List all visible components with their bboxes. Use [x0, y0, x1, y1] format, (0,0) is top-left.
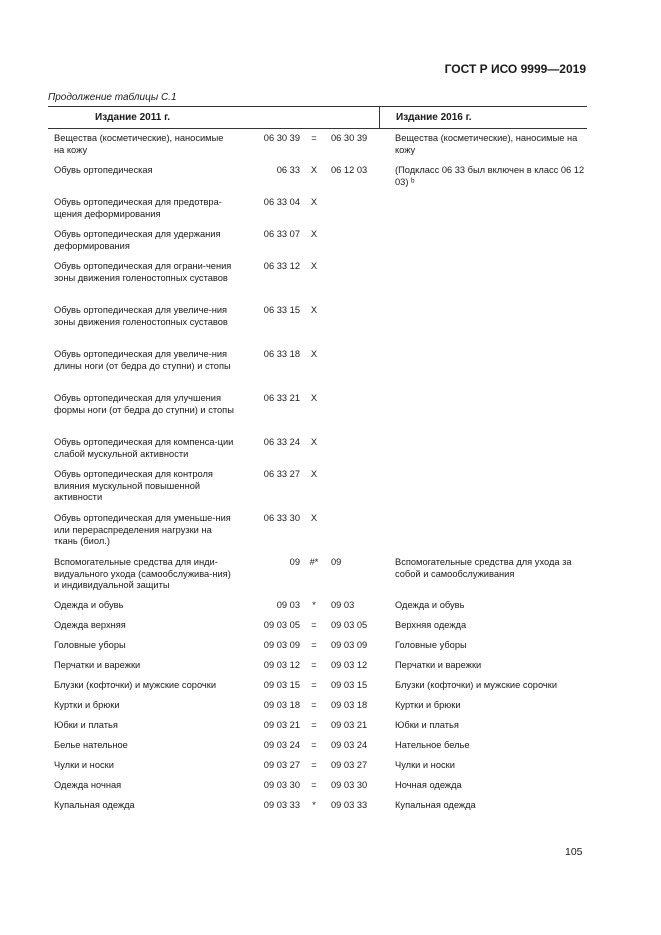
row-relation: #*: [309, 557, 319, 567]
row-name-2011: Вспомогательные средства для инди-видуального ухода (самообслужива-ния) и индивидуальной защиты: [54, 557, 231, 590]
row-name-2011: Чулки и носки: [54, 760, 114, 770]
row-name-2016: Одежда и обувь: [395, 600, 465, 610]
table-caption: Продолжение таблицы С.1: [48, 92, 177, 103]
row-code-2016: 09 03 33: [331, 800, 368, 810]
row-name-2011: Одежда верхняя: [54, 620, 126, 630]
row-code-2016: 09 03 12: [331, 660, 368, 670]
row-relation: =: [311, 760, 317, 770]
row-name-2011: Одежда ночная: [54, 780, 122, 790]
row-name-2016: Вспомогательные средства для ухода за собой и самообслуживания: [395, 557, 572, 579]
row-code-2011: 06 33 07: [263, 229, 300, 239]
row-name-2016: Головные уборы: [395, 640, 467, 650]
row-name-2011: Обувь ортопедическая для уменьше-ния или перераспределения нагрузки на ткань (биол.): [54, 513, 231, 546]
row-code-2011: 06 33 30: [263, 513, 300, 523]
row-relation: =: [311, 720, 317, 730]
row-relation: X: [310, 469, 318, 479]
row-name-2016: Верхняя одежда: [395, 620, 467, 630]
row-relation: =: [311, 680, 317, 690]
row-name-2016: Перчатки и варежки: [395, 660, 482, 670]
row-relation: X: [310, 165, 318, 175]
row-code-2011: 06 33 12: [263, 261, 300, 271]
row-code-2011: 09 03 05: [263, 620, 300, 630]
row-name-2011: Вещества (косметические), наносимые на кожу: [54, 133, 224, 155]
row-code-2011: 09: [289, 557, 300, 567]
row-code-2016: 09 03 27: [331, 760, 368, 770]
row-name-2011: Обувь ортопедическая для предотвра-щения деформирования: [54, 197, 222, 219]
row-code-2011: 06 33 27: [263, 469, 300, 479]
header-edition-2011: Издание 2011 г.: [95, 112, 171, 123]
row-relation: X: [310, 513, 318, 523]
row-code-2016: 09: [331, 557, 342, 567]
row-name-2011: Перчатки и варежки: [54, 660, 141, 670]
row-code-2016: 09 03 09: [331, 640, 368, 650]
row-code-2016: 09 03 05: [331, 620, 368, 630]
row-code-2011: 09 03 30: [263, 780, 300, 790]
page-number: 105: [565, 846, 583, 858]
row-code-2011: 06 30 39: [263, 133, 300, 143]
row-code-2016: 06 12 03: [331, 165, 368, 175]
row-name-2011: Обувь ортопедическая для увеличе-ния зоны движения голеностопных суставов: [54, 305, 228, 327]
row-code-2011: 09 03 18: [263, 700, 300, 710]
row-relation: X: [310, 197, 318, 207]
row-name-2016: Юбки и платья: [395, 720, 459, 730]
row-name-2011: Обувь ортопедическая для ограни-чения зоны движения голеностопных суставов: [54, 261, 232, 283]
row-relation: =: [311, 700, 317, 710]
row-relation: X: [310, 305, 318, 315]
row-code-2011: 06 33 21: [263, 393, 300, 403]
row-code-2011: 06 33: [276, 165, 300, 175]
row-code-2011: 06 33 18: [263, 349, 300, 359]
row-name-2011: Обувь ортопедическая для компенса-ции слабой мускульной активности: [54, 437, 234, 459]
row-code-2016: 09 03 18: [331, 700, 368, 710]
document-header: ГОСТ Р ИСО 9999—2019: [444, 62, 586, 76]
row-name-2011: Куртки и брюки: [54, 700, 120, 710]
row-code-2011: 06 33 24: [263, 437, 300, 447]
row-code-2011: 06 33 04: [263, 197, 300, 207]
row-code-2011: 09 03 24: [263, 740, 300, 750]
row-name-2016: Блузки (кофточки) и мужские сорочки: [395, 680, 558, 690]
row-name-2011: Обувь ортопедическая: [54, 165, 153, 175]
row-name-2016: Вещества (косметические), наносимые на кожу: [395, 133, 578, 155]
row-name-2011: Обувь ортопедическая для контроля влияния мускульной повышенной активности: [54, 469, 213, 502]
row-name-2016: Чулки и носки: [395, 760, 455, 770]
row-name-2016: Куртки и брюки: [395, 700, 461, 710]
row-relation: *: [312, 800, 316, 810]
row-code-2011: 09 03 15: [263, 680, 300, 690]
row-code-2011: 09 03 09: [263, 640, 300, 650]
row-relation: =: [311, 640, 317, 650]
table-header: [48, 106, 587, 129]
row-code-2016: 09 03 30: [331, 780, 368, 790]
row-name-2016: (Подкласс 06 33 был включен в класс 06 12 03) ᵇ: [395, 165, 585, 187]
row-code-2011: 09 03 21: [263, 720, 300, 730]
row-name-2011: Обувь ортопедическая для удержания деформирования: [54, 229, 221, 251]
row-code-2011: 09 03 27: [263, 760, 300, 770]
row-name-2011: Головные уборы: [54, 640, 126, 650]
row-name-2011: Обувь ортопедическая для улучшения формы ноги (от бедра до ступни) и стопы: [54, 393, 234, 415]
header-divider: [379, 107, 380, 128]
row-code-2016: 09 03 15: [331, 680, 368, 690]
row-relation: *: [312, 600, 316, 610]
row-relation: =: [311, 660, 317, 670]
row-code-2011: 09 03 33: [263, 800, 300, 810]
row-name-2011: Блузки (кофточки) и мужские сорочки: [54, 680, 217, 690]
row-code-2011: 06 33 15: [263, 305, 300, 315]
row-relation: X: [310, 437, 318, 447]
header-edition-2016: Издание 2016 г.: [396, 112, 472, 123]
row-relation: =: [311, 740, 317, 750]
row-relation: X: [310, 229, 318, 239]
row-relation: X: [310, 349, 318, 359]
row-code-2016: 09 03 24: [331, 740, 368, 750]
row-relation: X: [310, 393, 318, 403]
row-relation: =: [311, 133, 317, 143]
row-code-2011: 09 03: [276, 600, 300, 610]
row-name-2016: Нательное белье: [395, 740, 470, 750]
row-name-2011: Обувь ортопедическая для увеличе-ния длины ноги (от бедра до ступни) и стопы: [54, 349, 231, 371]
row-code-2011: 09 03 12: [263, 660, 300, 670]
row-code-2016: 06 30 39: [331, 133, 368, 143]
row-code-2016: 09 03: [331, 600, 355, 610]
row-name-2016: Купальная одежда: [395, 800, 476, 810]
row-name-2011: Белье нательное: [54, 740, 128, 750]
row-name-2011: Одежда и обувь: [54, 600, 124, 610]
row-relation: =: [311, 780, 317, 790]
row-name-2016: Ночная одежда: [395, 780, 462, 790]
row-relation: =: [311, 620, 317, 630]
row-code-2016: 09 03 21: [331, 720, 368, 730]
row-relation: X: [310, 261, 318, 271]
row-name-2011: Купальная одежда: [54, 800, 135, 810]
row-name-2011: Юбки и платья: [54, 720, 118, 730]
